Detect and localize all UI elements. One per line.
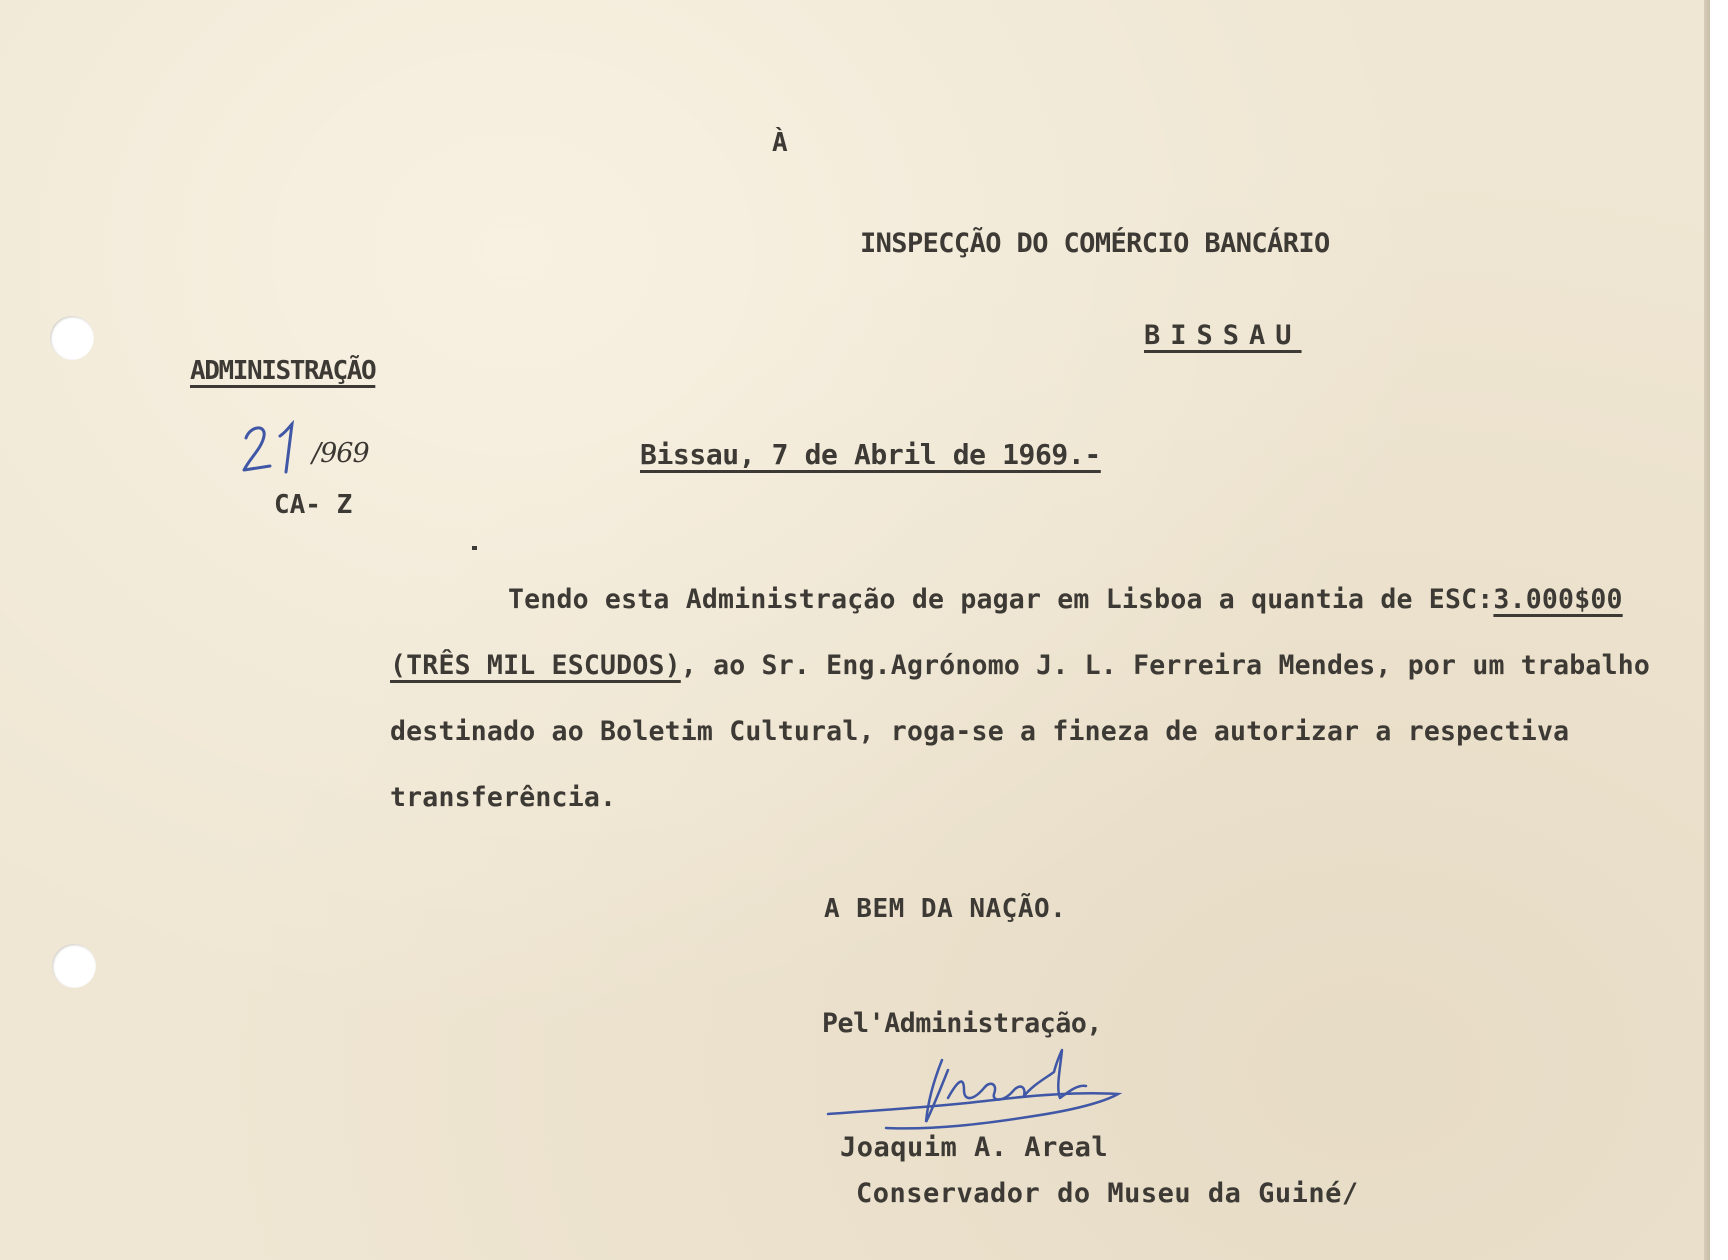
reference-year: /969: [312, 438, 369, 469]
body-line-1-text: Tendo esta Administração de pagar em Lisboa a quantia de ESC:: [508, 584, 1494, 615]
handwritten-number-icon: [240, 420, 310, 476]
addressee-name: INSPECÇÃO DO COMÉRCIO BANCÁRIO: [860, 228, 1330, 259]
payment-amount: 3.000$00: [1493, 584, 1623, 615]
punch-hole-icon: [52, 944, 96, 988]
date-line: Bissau, 7 de Abril de 1969.-: [640, 438, 1101, 471]
signature-preamble: Pel'Administração,: [822, 1008, 1102, 1039]
paper-edge: [1704, 0, 1710, 1260]
signature-icon: [824, 1040, 1144, 1140]
addressee-city: BISSAU: [1144, 320, 1302, 351]
addressee-prefix: À: [772, 128, 789, 158]
stray-mark: [472, 546, 477, 550]
body-line-4: transferência.: [390, 782, 617, 813]
punch-hole-icon: [50, 316, 94, 360]
body-line-3: destinado ao Boletim Cultural, roga-se a fineza de autorizar a respectiva: [390, 716, 1570, 747]
reference-code: CA- Z: [274, 490, 353, 520]
body-line-1: [508, 584, 1623, 615]
signer-title: Conservador do Museu da Guiné/: [856, 1178, 1359, 1209]
amount-in-words: (TRÊS MIL ESCUDOS): [390, 650, 681, 681]
body-line-2: [390, 650, 1650, 681]
sender-department: ADMINISTRAÇÃO: [190, 356, 376, 386]
signer-name: Joaquim A. Areal: [840, 1132, 1109, 1163]
closing-salutation: A BEM DA NAÇÃO.: [824, 894, 1067, 924]
body-line-2-text: , ao Sr. Eng.Agrónomo J. L. Ferreira Mendes, por um trabalho: [680, 650, 1651, 681]
